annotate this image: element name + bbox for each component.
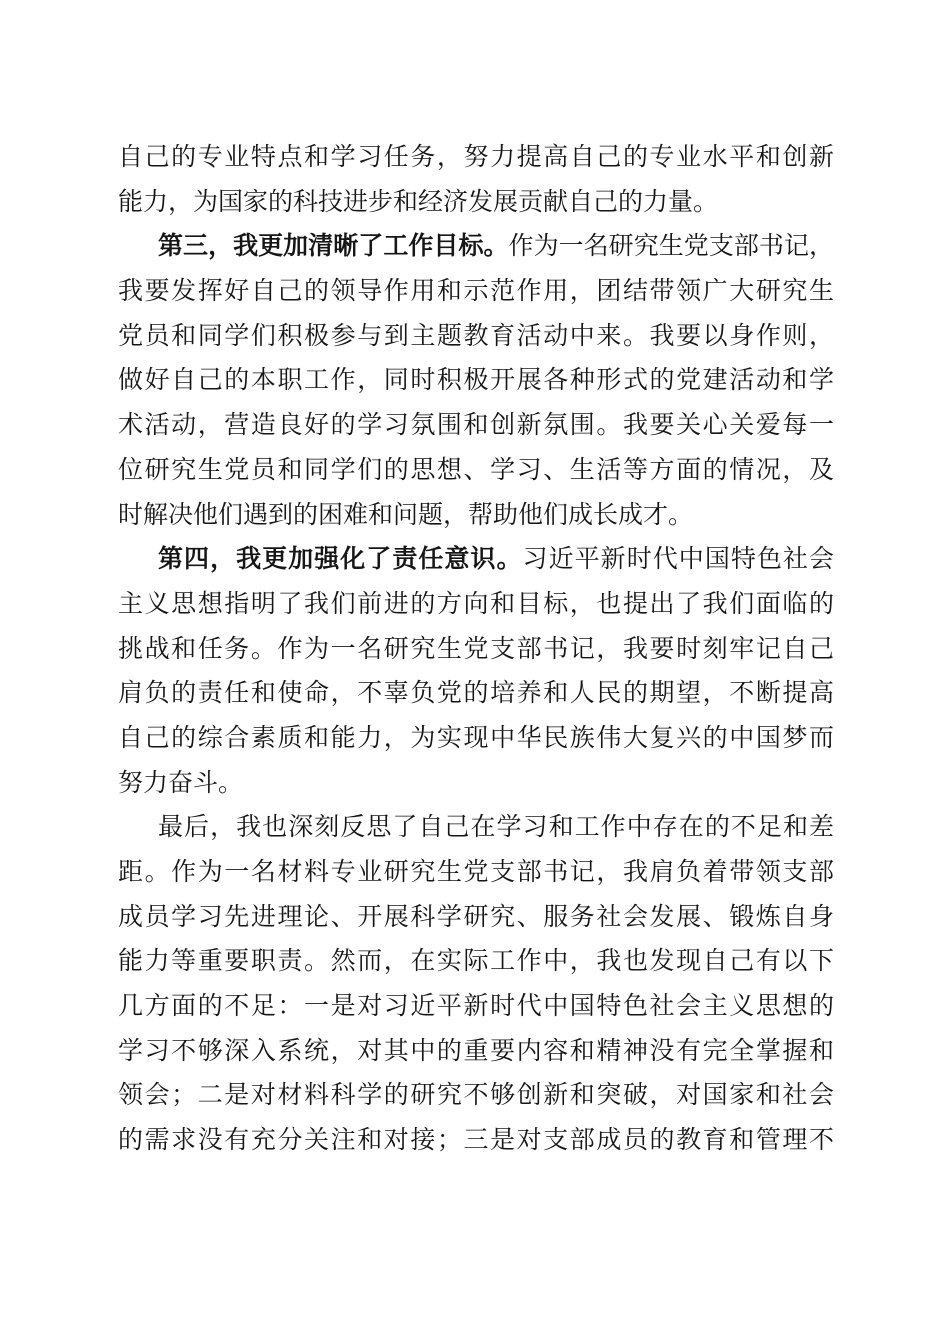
text-line — [118, 850, 834, 895]
text-line — [118, 135, 834, 180]
text-run: 党员和同学们积极参与到主题教育活动中来。我要以身作则， — [118, 320, 834, 350]
text-line — [118, 939, 834, 984]
text-line — [118, 895, 834, 940]
text-run: 主义思想指明了我们前进的方向和目标，也提出了我们面临的 — [118, 588, 834, 618]
text-run: 的需求没有充分关注和对接；三是对支部成员的教育和管理不 — [118, 1125, 834, 1155]
paragraph — [118, 805, 834, 1163]
text-run: 最后，我也深刻反思了自己在学习和工作中存在的不足和差 — [158, 812, 834, 842]
text-line — [118, 537, 834, 582]
text-line — [118, 716, 834, 761]
paragraph — [118, 224, 834, 537]
text-run: 能力，为国家的科技进步和经济发展贡献自己的力量。 — [118, 186, 719, 216]
text-line — [118, 984, 834, 1029]
text-run-bold: 第三，我更加清晰了工作目标。 — [158, 231, 509, 261]
text-run: 能力等重要职责。然而，在实际工作中，我也发现自己有以下 — [118, 946, 834, 976]
text-run-bold: 第四，我更加强化了责任意识。 — [158, 544, 523, 574]
text-run: 时解决他们遇到的困难和问题，帮助他们成长成才。 — [118, 499, 694, 529]
text-line — [118, 180, 834, 225]
text-line — [118, 1073, 834, 1118]
text-run: 术活动，营造良好的学习氛围和创新氛围。我要关心关爱每一 — [118, 410, 834, 440]
text-line — [118, 358, 834, 403]
text-line — [118, 1029, 834, 1074]
text-run: 我要发挥好自己的领导作用和示范作用，团结带领广大研究生 — [118, 276, 834, 306]
text-run: 挑战和任务。作为一名研究生党支部书记，我要时刻牢记自己 — [118, 633, 834, 663]
text-line — [118, 314, 834, 359]
paragraph — [118, 537, 834, 805]
text-line — [118, 805, 834, 850]
text-run: 自己的专业特点和学习任务，努力提高自己的专业水平和创新 — [118, 142, 834, 171]
text-run: 领会；二是对材料科学的研究不够创新和突破，对国家和社会 — [118, 1080, 834, 1110]
text-line — [118, 1118, 834, 1163]
text-run: 距。作为一名材料专业研究生党支部书记，我肩负着带领支部 — [118, 857, 834, 886]
text-run: 做好自己的本职工作，同时积极开展各种形式的党建活动和学 — [118, 365, 834, 395]
text-line — [118, 493, 834, 538]
text-run: 几方面的不足：一是对习近平新时代中国特色社会主义思想的 — [118, 991, 834, 1021]
paragraph — [118, 135, 834, 224]
text-run: 作为一名研究生党支部书记， — [508, 231, 834, 261]
document-body — [118, 135, 834, 1163]
text-line — [118, 448, 834, 493]
text-line — [118, 224, 834, 269]
text-run: 努力奋斗。 — [118, 767, 244, 797]
text-line — [118, 671, 834, 716]
text-run: 习近平新时代中国特色社会 — [522, 544, 834, 574]
text-line — [118, 761, 834, 806]
text-run: 自己的综合素质和能力，为实现中华民族伟大复兴的中国梦而 — [118, 722, 834, 752]
text-run: 学习不够深入系统，对其中的重要内容和精神没有完全掌握和 — [118, 1035, 834, 1065]
text-run: 成员学习先进理论、开展科学研究、服务社会发展、锻炼自身 — [118, 901, 834, 931]
text-line — [118, 582, 834, 627]
text-line — [118, 627, 834, 672]
text-line — [118, 269, 834, 314]
text-line — [118, 403, 834, 448]
text-run: 位研究生党员和同学们的思想、学习、生活等方面的情况，及 — [118, 454, 834, 484]
text-run: 肩负的责任和使命，不辜负党的培养和人民的期望，不断提高 — [118, 678, 834, 708]
